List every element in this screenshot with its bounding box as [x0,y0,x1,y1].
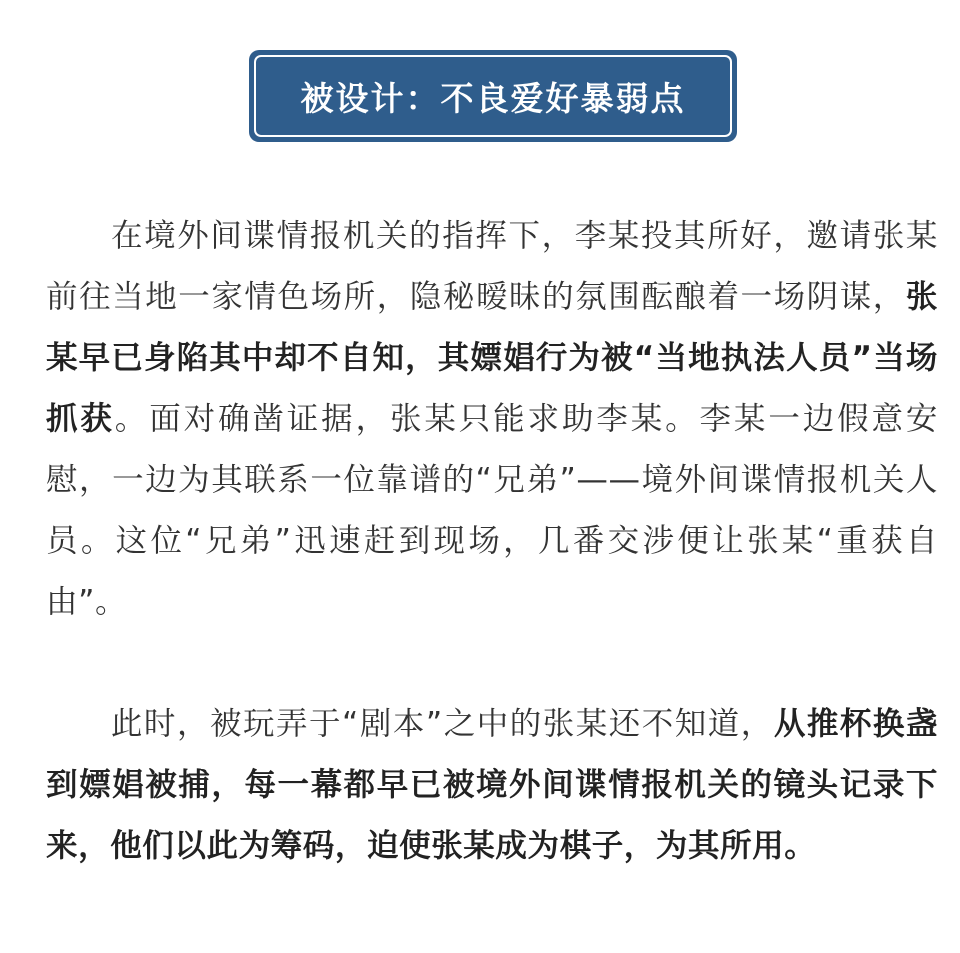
paragraph-1-text-2: 。面对确凿证据，张某只能求助李某。李某一边假意安慰，一边为其联系一位靠谱的“兄弟”——境外间谍情报机关人员。这位“兄弟”迅速赶到现场，几番交涉便让张某“重获自由”。 [46,401,938,620]
section-title: 被设计：不良爱好暴弱点 [300,78,686,118]
article-body [46,206,938,877]
paragraph-2-bold-text: 从推杯换盏到嫖娼被捕，每一幕都早已被境外间谍情报机关的镜头记录下来，他们以此为筹码，迫使张某成为棋子，为其所用。 [46,706,938,864]
paragraph-1-text-1: 在境外间谍情报机关的指挥下，李某投其所好，邀请张某前往当地一家情色场所，隐秘暧昧的氛围酝酿着一场阴谋， [46,218,938,315]
paragraph-1-bold-text: 张某早已身陷其中却不自知，其嫖娼行为被“当地执法人员”当场抓获 [46,279,938,437]
paragraph-1 [46,206,938,633]
paragraph-2 [46,694,938,877]
section-title-frame [254,55,732,137]
section-title-box [249,50,737,142]
paragraph-2-text-1: 此时，被玩弄于“剧本”之中的张某还不知道， [110,706,774,742]
